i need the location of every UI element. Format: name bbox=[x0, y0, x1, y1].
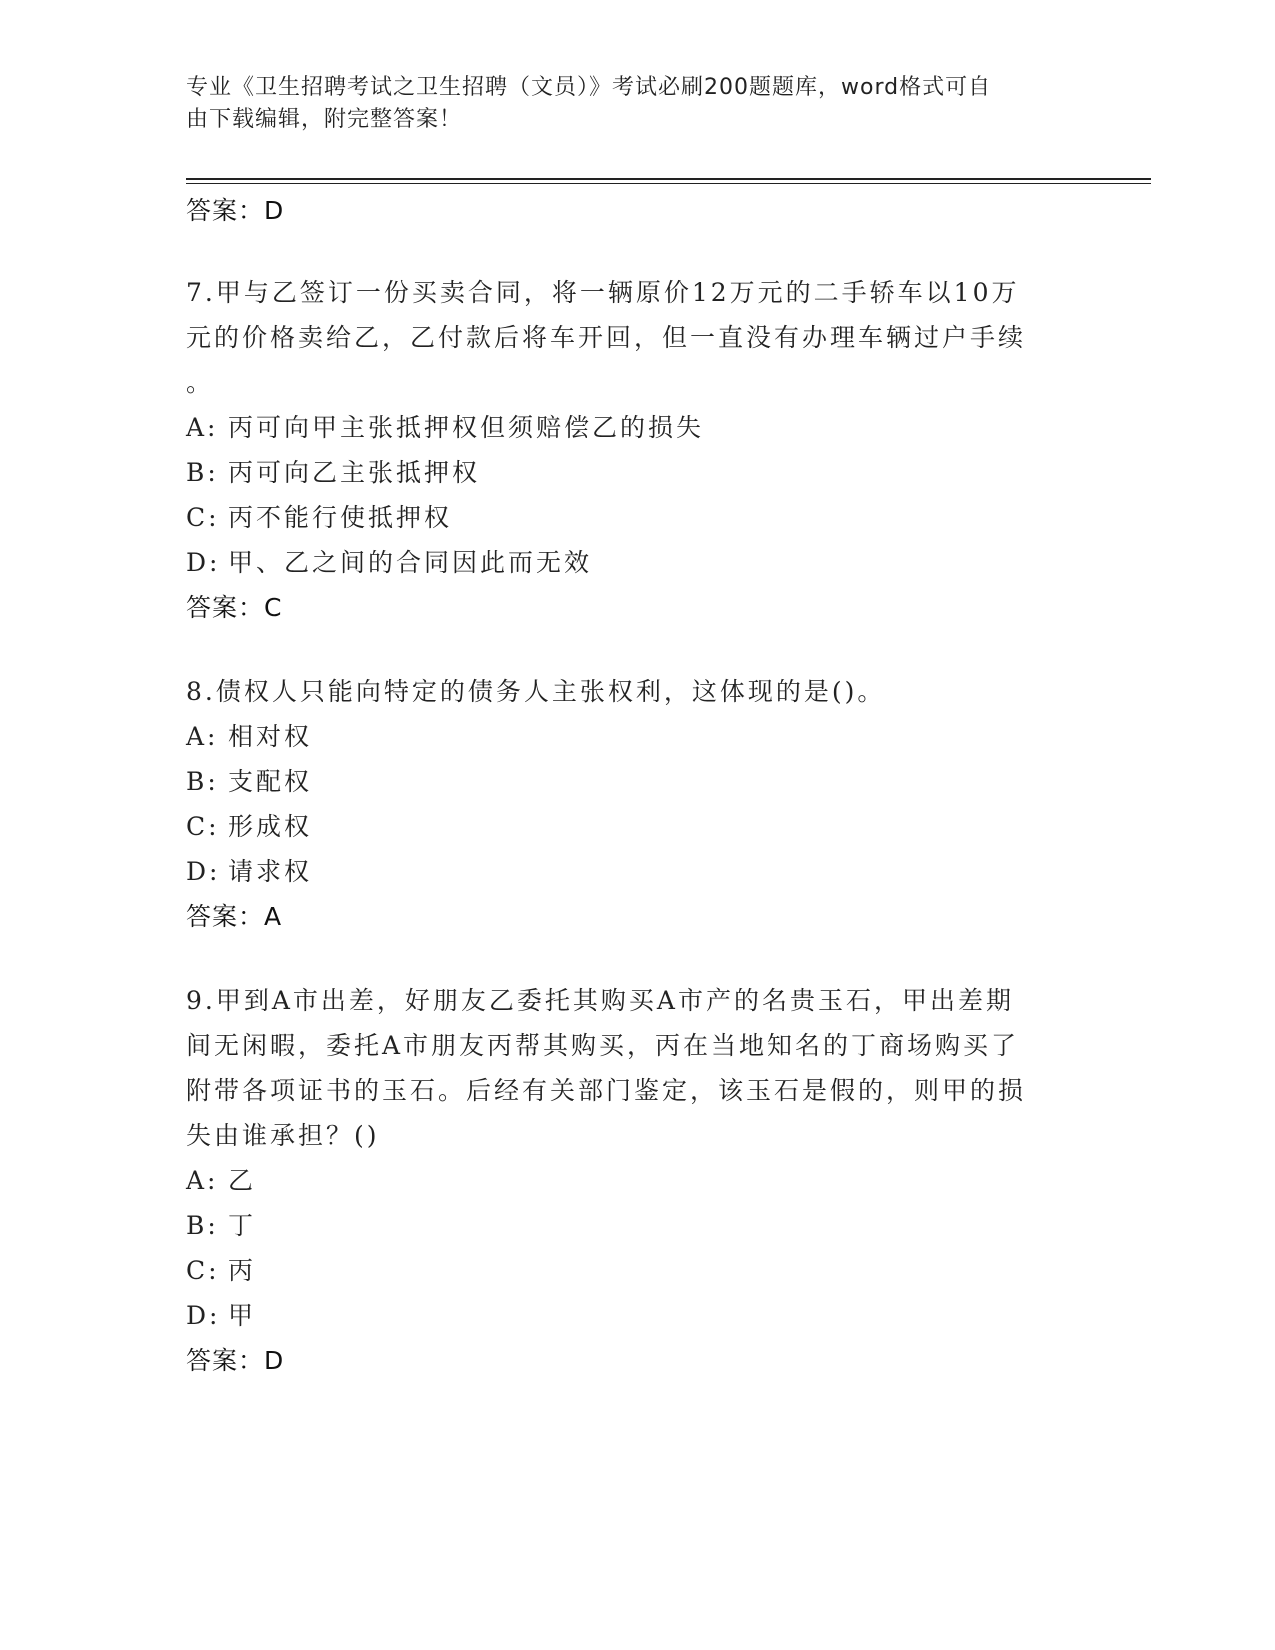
option-letter: A: bbox=[186, 413, 219, 442]
option-letter: D: bbox=[186, 548, 221, 577]
question-block-9 bbox=[186, 978, 1066, 1384]
option-b bbox=[186, 759, 1066, 804]
option-d bbox=[186, 1293, 1066, 1338]
option-letter: C: bbox=[186, 1256, 220, 1285]
option-d bbox=[186, 540, 1066, 585]
option-letter: A: bbox=[186, 722, 219, 751]
answer-line: 答案：A bbox=[186, 902, 283, 931]
option-a bbox=[186, 405, 1066, 450]
option-text: 相对权 bbox=[228, 722, 313, 751]
option-b bbox=[186, 450, 1066, 495]
question-stem-line: 间无闲暇，委托A市朋友丙帮其购买，丙在当地知名的丁商场购买了 bbox=[186, 1031, 1020, 1060]
option-d bbox=[186, 849, 1066, 894]
option-text: 请求权 bbox=[228, 857, 313, 886]
option-text: 丙可向乙主张抵押权 bbox=[228, 458, 481, 487]
option-c bbox=[186, 1248, 1066, 1293]
option-a bbox=[186, 714, 1066, 759]
question-stem-line: 附带各项证书的玉石。后经有关部门鉴定，该玉石是假的，则甲的损 bbox=[186, 1076, 1027, 1105]
question-stem-line: 9.甲到A市出差，好朋友乙委托其购买A市产的名贵玉石，甲出差期 bbox=[186, 986, 1014, 1015]
question-stem-line: 失由谁承担？() bbox=[186, 1121, 380, 1150]
option-letter: D: bbox=[186, 1301, 221, 1330]
option-text: 支配权 bbox=[228, 767, 313, 796]
answer-line: 答案：C bbox=[186, 593, 283, 622]
option-text: 形成权 bbox=[228, 812, 313, 841]
question-block-8 bbox=[186, 669, 1066, 940]
question-stem bbox=[186, 270, 1066, 405]
option-text: 丙不能行使抵押权 bbox=[228, 503, 453, 532]
option-letter: C: bbox=[186, 812, 220, 841]
question-stem-line: 8.债权人只能向特定的债务人主张权利，这体现的是()。 bbox=[186, 677, 886, 706]
option-letter: A: bbox=[186, 1166, 219, 1195]
option-text: 丙 bbox=[228, 1256, 257, 1285]
question-stem bbox=[186, 669, 1066, 714]
option-letter: C: bbox=[186, 503, 220, 532]
answer-line: 答案：D bbox=[186, 1346, 285, 1375]
option-letter: B: bbox=[186, 458, 219, 487]
option-b bbox=[186, 1203, 1066, 1248]
option-text: 甲、乙之间的合同因此而无效 bbox=[228, 548, 593, 577]
document-header bbox=[186, 72, 1066, 136]
option-text: 乙 bbox=[228, 1166, 257, 1195]
header-divider-thin bbox=[186, 183, 1151, 184]
header-divider-thick bbox=[186, 178, 1151, 180]
option-letter: B: bbox=[186, 1211, 219, 1240]
option-letter: D: bbox=[186, 857, 221, 886]
question-block-7 bbox=[186, 270, 1066, 631]
option-text: 丙可向甲主张抵押权但须赔偿乙的损失 bbox=[228, 413, 705, 442]
option-c bbox=[186, 495, 1066, 540]
question-stem bbox=[186, 978, 1066, 1158]
document-content bbox=[186, 188, 1066, 1384]
option-c bbox=[186, 804, 1066, 849]
header-line-2: 由下载编辑，附完整答案！ bbox=[186, 107, 463, 132]
option-text: 甲 bbox=[228, 1301, 257, 1330]
option-text: 丁 bbox=[228, 1211, 257, 1240]
option-a bbox=[186, 1158, 1066, 1203]
question-stem-line: 。 bbox=[186, 368, 215, 397]
question-stem-line: 7.甲与乙签订一份买卖合同，将一辆原价12万元的二手轿车以10万 bbox=[186, 278, 1020, 307]
option-letter: B: bbox=[186, 767, 219, 796]
header-line-1: 专业《卫生招聘考试之卫生招聘（文员）》考试必刷200题题库，word格式可自 bbox=[186, 75, 992, 100]
question-stem-line: 元的价格卖给乙，乙付款后将车开回，但一直没有办理车辆过户手续 bbox=[186, 323, 1027, 352]
answer-line: 答案：D bbox=[186, 196, 285, 225]
